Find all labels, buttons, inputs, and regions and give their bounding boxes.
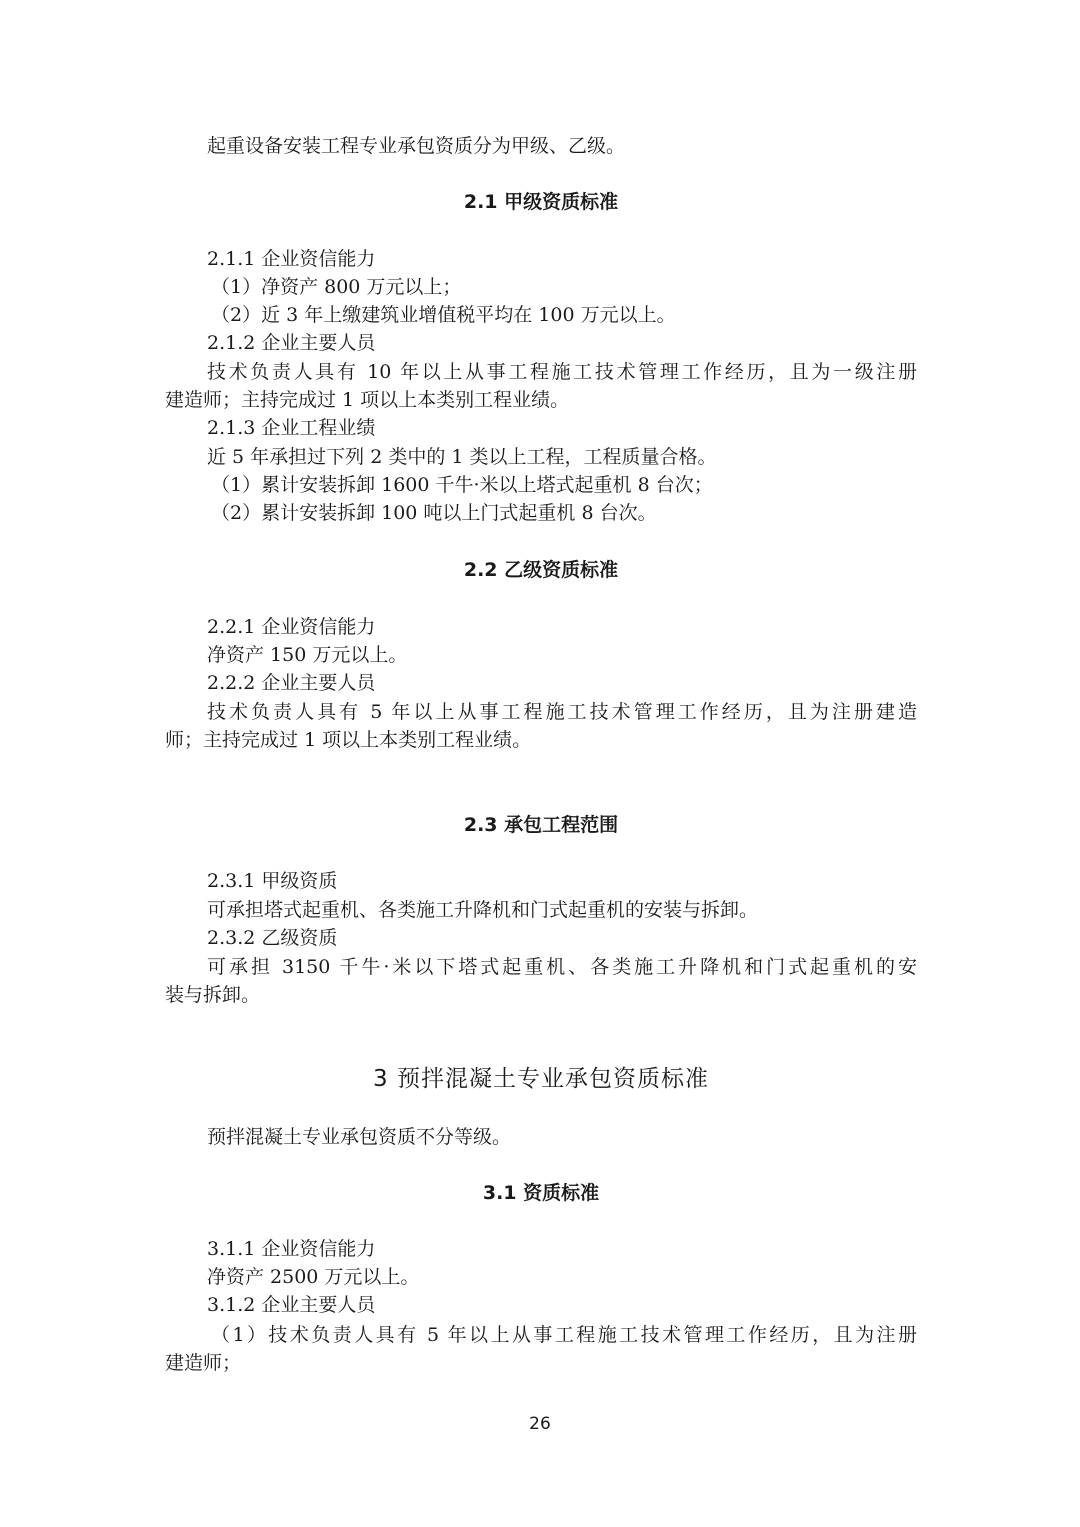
clause-2-2-2-text-line-1: 技术负责人具有 5 年以上从事工程施工技术管理工作经历，且为注册建造 [207, 701, 917, 723]
clause-3-1-1-title: 3.1.1 企业资信能力 [207, 1238, 376, 1260]
intro-paragraph: 起重设备安装工程专业承包资质分为甲级、乙级。 [207, 135, 626, 157]
heading-3-1: 3.1 资质标准 [482, 1182, 600, 1204]
page-number: 26 [529, 1414, 551, 1434]
clause-3-1-2-title: 3.1.2 企业主要人员 [207, 1294, 376, 1316]
clause-2-3-2-title: 2.3.2 乙级资质 [207, 927, 338, 949]
heading-3: 3 预拌混凝土专业承包资质标准 [373, 1066, 709, 1092]
clause-3-1-2-item-1-line-1: （1）技术负责人具有 5 年以上从事工程施工技术管理工作经历，且为注册 [211, 1324, 917, 1346]
clause-2-1-2-text-line-2: 建造师；主持完成过 1 项以上本类别工程业绩。 [165, 389, 570, 411]
clause-2-1-3-item-1: （1）累计安装拆卸 1600 千牛·米以上塔式起重机 8 台次； [211, 474, 713, 496]
section-3-intro: 预拌混凝土专业承包资质不分等级。 [207, 1126, 512, 1148]
clause-2-3-1-title: 2.3.1 甲级资质 [207, 870, 338, 892]
heading-2-2: 2.2 乙级资质标准 [463, 559, 619, 581]
clause-2-3-2-text-line-1: 可承担 3150 千牛·米以下塔式起重机、各类施工升降机和门式起重机的安 [207, 956, 917, 978]
heading-2-3: 2.3 承包工程范围 [463, 814, 619, 836]
clause-2-1-3-title: 2.1.3 企业工程业绩 [207, 417, 376, 439]
clause-2-3-2-text-line-2: 装与拆卸。 [165, 984, 261, 1006]
clause-2-1-1-item-1: （1）净资产 800 万元以上； [211, 276, 462, 298]
clause-3-1-2-item-1-line-2: 建造师； [165, 1352, 242, 1374]
clause-2-1-3-text: 近 5 年承担过下列 2 类中的 1 类以上工程，工程质量合格。 [207, 446, 717, 468]
clause-2-1-3-item-2: （2）累计安装拆卸 100 吨以上门式起重机 8 台次。 [211, 502, 657, 524]
clause-2-1-1-item-2: （2）近 3 年上缴建筑业增值税平均在 100 万元以上。 [211, 304, 676, 326]
clause-2-3-1-text: 可承担塔式起重机、各类施工升降机和门式起重机的安装与拆卸。 [207, 899, 759, 921]
clause-2-2-1-title: 2.2.1 企业资信能力 [207, 616, 376, 638]
heading-2-1: 2.1 甲级资质标准 [463, 191, 619, 213]
clause-2-2-2-title: 2.2.2 企业主要人员 [207, 672, 376, 694]
clause-2-2-1-text: 净资产 150 万元以上。 [207, 644, 408, 666]
clause-2-1-2-text-line-1: 技术负责人具有 10 年以上从事工程施工技术管理工作经历，且为一级注册 [207, 361, 917, 383]
clause-2-2-2-text-line-2: 师；主持完成过 1 项以上本类别工程业绩。 [165, 729, 532, 751]
clause-2-1-1-title: 2.1.1 企业资信能力 [207, 248, 376, 270]
clause-3-1-1-text: 净资产 2500 万元以上。 [207, 1266, 420, 1288]
clause-2-1-2-title: 2.1.2 企业主要人员 [207, 332, 376, 354]
